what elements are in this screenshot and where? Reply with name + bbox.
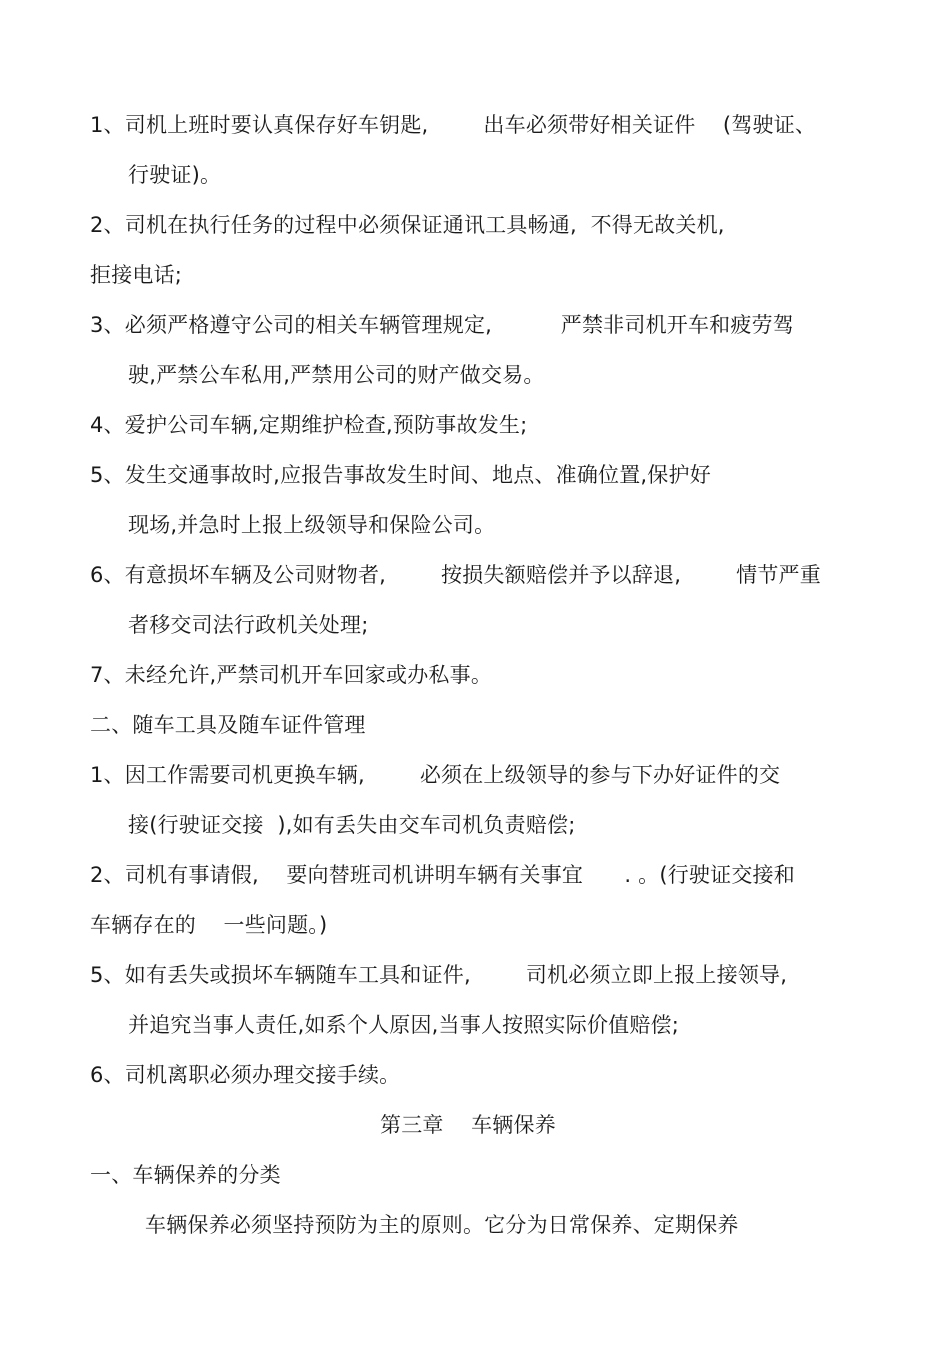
tool-rule-1-line-2: 接(行驶证交接 ),如有丢失由交车司机负责赔偿;	[128, 813, 576, 837]
rule-4-line-1: 4、爱护公司车辆,定期维护检查,预防事故发生;	[90, 413, 528, 437]
rule-3-line-1: 3、必须严格遵守公司的相关车辆管理规定, 严禁非司机开车和疲劳驾	[90, 313, 794, 337]
rule-1-line-2: 行驶证)。	[128, 163, 222, 187]
rule-1-line-1: 1、司机上班时要认真保存好车钥匙, 出车必须带好相关证件 (驾驶证、	[90, 113, 817, 137]
rule-5-line-2: 现场,并急时上报上级领导和保险公司。	[128, 513, 496, 537]
subsection-heading: 一、车辆保养的分类	[90, 1163, 281, 1187]
tool-rule-5-line-2: 并追究当事人责任,如系个人原因,当事人按照实际价值赔偿;	[128, 1013, 680, 1037]
rule-5-line-1: 5、发生交通事故时,应报告事故发生时间、地点、准确位置,保护好	[90, 463, 711, 487]
chapter-title: 第三章 车辆保养	[380, 1113, 556, 1137]
tool-rule-5-line-1: 5、如有丢失或损坏车辆随车工具和证件, 司机必须立即上报上接领导,	[90, 963, 788, 987]
rule-2-line-1: 2、司机在执行任务的过程中必须保证通讯工具畅通, 不得无故关机,	[90, 213, 725, 237]
rule-3-line-2: 驶,严禁公车私用,严禁用公司的财产做交易。	[128, 363, 545, 387]
tool-rule-1-line-1: 1、因工作需要司机更换车辆, 必须在上级领导的参与下办好证件的交	[90, 763, 781, 787]
rule-6-line-2: 者移交司法行政机关处理;	[128, 613, 369, 637]
rule-6-line-1: 6、有意损坏车辆及公司财物者, 按损失额赔偿并予以辞退, 情节严重	[90, 563, 821, 587]
tool-rule-2-line-2: 车辆存在的 一些问题。)	[90, 913, 328, 937]
rule-7-line-1: 7、未经允许,严禁司机开车回家或办私事。	[90, 663, 493, 687]
rule-2-line-2: 拒接电话;	[90, 263, 183, 287]
tool-rule-2-line-1: 2、司机有事请假, 要向替班司机讲明车辆有关事宜 . 。(行驶证交接和	[90, 863, 795, 887]
tool-rule-6-line-1: 6、司机离职必须办理交接手续。	[90, 1063, 401, 1087]
section-heading: 二、随车工具及随车证件管理	[90, 713, 366, 737]
body-paragraph-line-1: 车辆保养必须坚持预防为主的原则。它分为日常保养、定期保养	[145, 1213, 739, 1237]
